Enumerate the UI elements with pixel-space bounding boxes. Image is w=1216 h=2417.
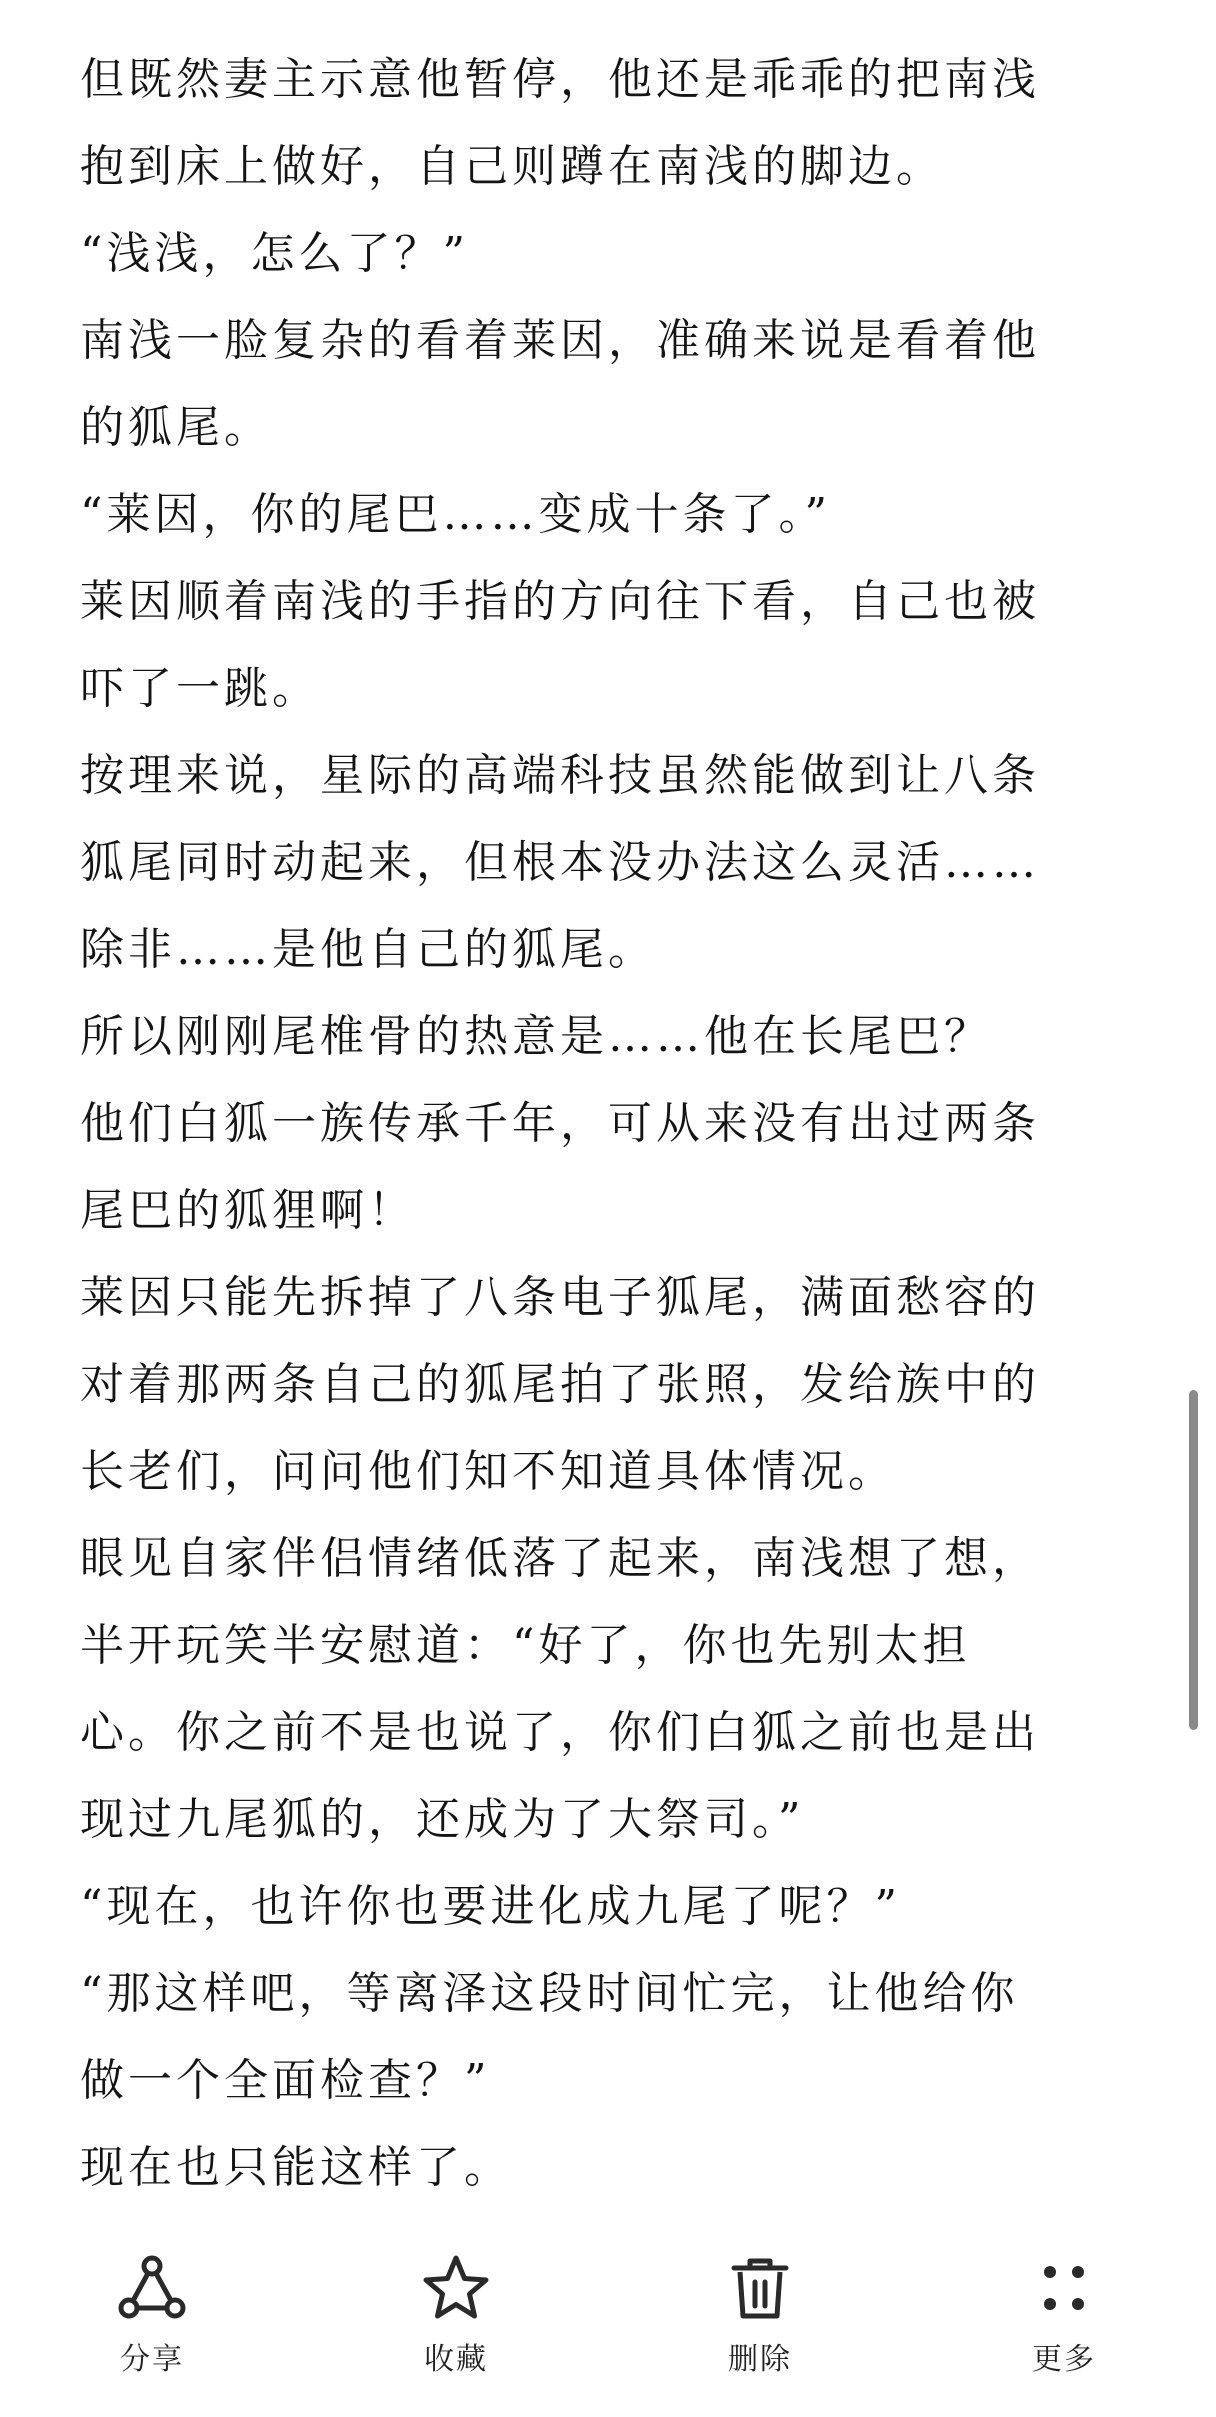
text-line: 长老们，问问他们知不知道具体情况。 — [80, 1446, 896, 1497]
text-line: 莱因顺着南浅的手指的方向往下看，自己也被 — [80, 576, 1040, 627]
delete-button[interactable] — [660, 2230, 860, 2378]
text-line: 眼见自家伴侣情绪低落了起来，南浅想了想， — [80, 1533, 1040, 1584]
text-line: 现过九尾狐的，还成为了大祭司。” — [80, 1794, 805, 1845]
bottom-toolbar — [0, 2230, 1216, 2417]
text-line: 对着那两条自己的狐尾拍了张照，发给族中的 — [80, 1359, 1040, 1410]
text-line: 狐尾同时动起来，但根本没办法这么灵活…… — [80, 837, 1040, 888]
text-line: 南浅一脸复杂的看着莱因，准确来说是看着他 — [80, 315, 1040, 366]
text-line: 但既然妻主示意他暂停，他还是乖乖的把南浅 — [80, 54, 1040, 105]
text-line: 现在也只能这样了。 — [80, 2142, 512, 2193]
share-label: 分享 — [120, 2342, 184, 2377]
favorite-label: 收藏 — [424, 2342, 488, 2377]
text-line: 半开玩笑半安慰道：“好了，你也先别太担 — [80, 1620, 971, 1671]
more-dots-icon — [1024, 2248, 1104, 2328]
text-line: “浅浅，怎么了？” — [80, 228, 469, 279]
text-line: 按理来说，星际的高端科技虽然能做到让八条 — [80, 750, 1040, 801]
scrollbar[interactable] — [1189, 1390, 1198, 1730]
more-label: 更多 — [1032, 2342, 1096, 2377]
favorite-button[interactable] — [356, 2230, 556, 2378]
text-line: 莱因只能先拆掉了八条电子狐尾，满面愁容的 — [80, 1272, 1040, 1323]
text-line: 所以刚刚尾椎骨的热意是……他在长尾巴？ — [80, 1011, 992, 1062]
star-icon — [416, 2248, 496, 2328]
text-line: 尾巴的狐狸啊！ — [80, 1185, 416, 1236]
text-line: 的狐尾。 — [80, 402, 272, 453]
share-icon — [112, 2248, 192, 2328]
text-line: 做一个全面检查？” — [80, 2055, 491, 2106]
text-line: 吓了一跳。 — [80, 663, 320, 714]
text-line: 抱到床上做好，自己则蹲在南浅的脚边。 — [80, 141, 944, 192]
delete-label: 删除 — [728, 2342, 792, 2377]
text-line: 心。你之前不是也说了，你们白狐之前也是出 — [80, 1707, 1040, 1758]
text-line: “莱因，你的尾巴……变成十条了。” — [80, 489, 831, 540]
share-button[interactable] — [52, 2230, 252, 2378]
text-line: 他们白狐一族传承千年，可从来没有出过两条 — [80, 1098, 1040, 1149]
more-button[interactable] — [964, 2230, 1164, 2378]
text-line: “那这样吧，等离泽这段时间忙完，让他给你 — [80, 1968, 1019, 2019]
trash-icon — [720, 2248, 800, 2328]
text-line: 除非……是他自己的狐尾。 — [80, 924, 656, 975]
reading-content — [80, 36, 1130, 2211]
text-line: “现在，也许你也要进化成九尾了呢？” — [80, 1881, 901, 1932]
